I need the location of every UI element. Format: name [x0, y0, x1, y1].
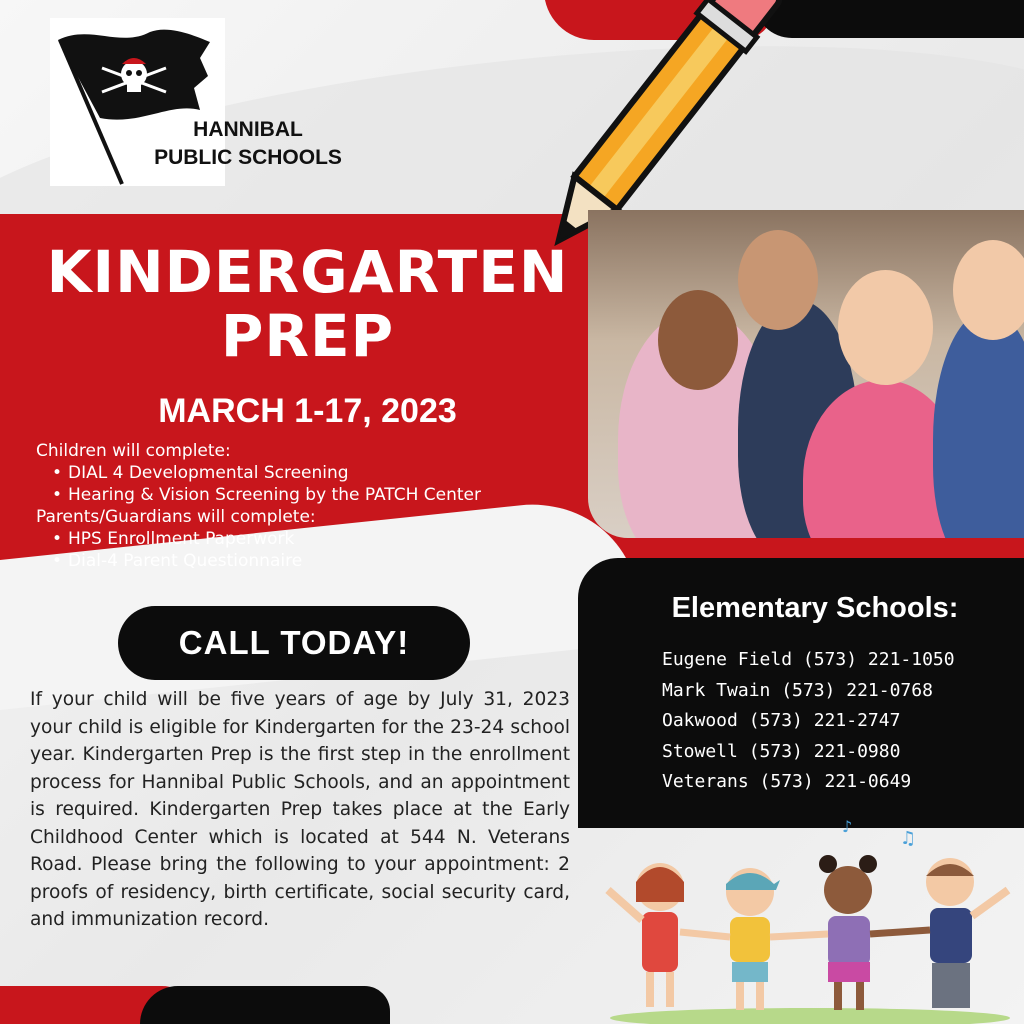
event-dates: MARCH 1-17, 2023: [158, 392, 457, 430]
call-today-banner: CALL TODAY!: [118, 606, 470, 680]
list-item: • HPS Enrollment Paperwork: [52, 528, 506, 550]
info-paragraph: If your child will be five years of age by July 31, 2023 your child is eligible for Kindergarten for the 23-24 school year. Kindergarten Prep is the first step in the enrollment process for Hannibal Public Schools, and an appointment is required. Kindergarten Prep takes place at the Early Childhood Center which is located at 544 N. Veterans Road. Please bring the following to your appointment: 2 proofs of residency, birth certificate, social security card, and immunization record.: [30, 689, 570, 930]
svg-text:♪: ♪: [842, 817, 853, 836]
photo-child-3-face: [838, 270, 933, 385]
children-lead: Children will complete:: [36, 441, 231, 461]
schools-list: [662, 645, 1012, 798]
children-photo: [588, 210, 1024, 538]
schools-title: Elementary Schools:: [671, 592, 959, 624]
top-black-shape: [754, 0, 1024, 38]
svg-text:♫: ♫: [900, 828, 917, 849]
requirements-lists: [36, 440, 506, 572]
title-line-2: PREP: [220, 302, 395, 370]
logo-text: [138, 116, 358, 172]
photo-child-1-face: [658, 290, 738, 390]
list-item: • Hearing & Vision Screening by the PATCH Center: [52, 484, 506, 506]
photo-child-2-face: [738, 230, 818, 330]
school-item: Mark Twain (573) 221-0768: [662, 679, 933, 701]
school-item: Oakwood (573) 221-2747: [662, 710, 901, 731]
school-item: Eugene Field (573) 221-1050: [662, 649, 955, 670]
children-list: [52, 462, 506, 506]
school-item: Veterans (573) 221-0649: [662, 771, 912, 792]
list-item: • Dial-4 Parent Questionnaire: [52, 550, 506, 572]
title-line-1: KINDERGARTEN: [46, 238, 569, 306]
bottom-black-shape: [140, 986, 390, 1024]
parents-lead: Parents/Guardians will complete:: [36, 507, 316, 527]
logo-line-1: HANNIBAL: [193, 118, 303, 141]
school-item: Stowell (573) 221-0980: [662, 740, 901, 762]
parents-list: [52, 528, 506, 572]
list-item: • DIAL 4 Developmental Screening: [52, 462, 506, 484]
photo-child-4: [933, 310, 1024, 538]
photo-child-4-face: [953, 240, 1024, 340]
kids-holding-hands-illustration: [600, 812, 1020, 1024]
page-title: [20, 240, 595, 368]
logo-line-2: PUBLIC SCHOOLS: [154, 146, 342, 169]
